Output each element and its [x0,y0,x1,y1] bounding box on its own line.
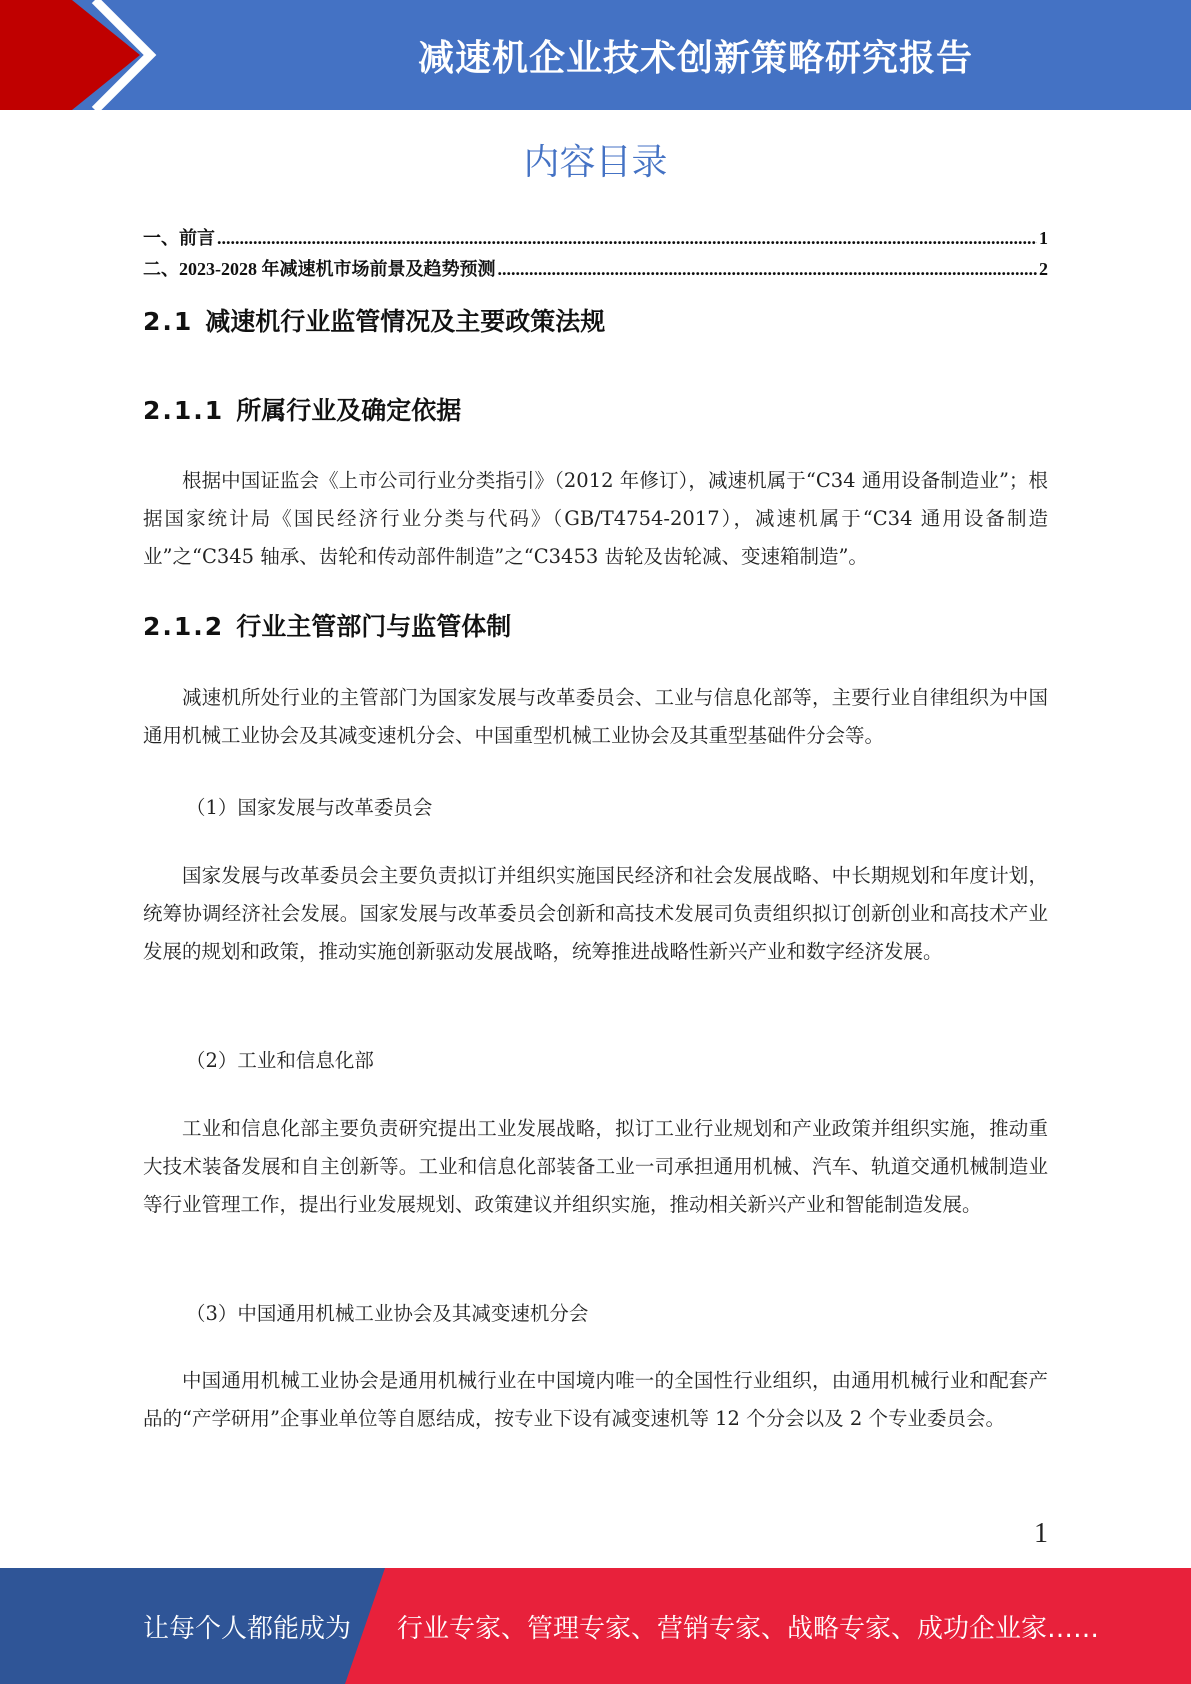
section-title: 所属行业及确定依据 [236,396,462,425]
section-title: 行业主管部门与监管体制 [236,612,512,641]
footer-slogan-lead: 让每个人都能成为 [143,1613,352,1644]
toc-entry-page: 1 [1039,228,1048,248]
section-heading-2-1-2 [143,607,511,643]
report-header [0,0,1191,110]
paragraph-cgmia: 中国通用机械工业协会是通用机械行业在中国境内唯一的全国性行业组织，由通用机械行业和配套产品的“产学研用”企事业单位等自愿结成，按专业下设有减变速机等 12 个分会以及 2 个专业委员会。 [143,1369,1048,1430]
section-heading-2-1-1 [143,391,461,427]
toc-entry-label: 二、2023-2028 年减速机市场前景及趋势预测 [143,259,496,279]
toc-entry-market-forecast[interactable] [143,255,1048,286]
paragraph-industry-classification: 根据中国证监会《上市公司行业分类指引》（2012 年修订），减速机属于“C34 通用设备制造业”；根据国家统计局《国民经济行业分类与代码》（GB/T4754-2017），减速机属于“C34 通用设备制造业”之“C345 轴承、齿轮和传动部件制造”之“C3453 齿轮及齿轮减、变速箱制造”。 [143,469,1048,568]
subheading-miit: （2）工业和信息化部 [186,1049,374,1072]
report-title: 减速机企业技术创新策略研究报告 [417,37,973,79]
report-footer [0,1568,1191,1684]
section-number: 2.1.2 [143,612,225,641]
toc-leader-dots [217,228,1037,249]
page-number: 1 [1034,1518,1048,1549]
subheading-cgmia: （3）中国通用机械工业协会及其减变速机分会 [186,1302,589,1325]
paragraph-ndrc: 国家发展与改革委员会主要负责拟订并组织实施国民经济和社会发展战略、中长期规划和年度计划，统筹协调经济社会发展。国家发展与改革委员会创新和高技术发展司负责组织拟订创新创业和高技术产业发展的规划和政策，推动实施创新驱动发展战略，统筹推进战略性新兴产业和数字经济发展。 [143,864,1048,963]
toc-heading: 内容目录 [523,142,668,183]
paragraph-regulators-intro: 减速机所处行业的主管部门为国家发展与改革委员会、工业与信息化部等，主要行业自律组织为中国通用机械工业协会及其减变速机分会、中国重型机械工业协会及其重型基础件分会等。 [143,686,1048,747]
toc-entry-page: 2 [1039,259,1048,279]
subheading-ndrc: （1）国家发展与改革委员会 [186,796,433,819]
footer-slogan-roles: 行业专家、管理专家、营销专家、战略专家、成功企业家…… [397,1613,1100,1644]
toc-leader-dots [498,259,1038,280]
section-number: 2.1 [143,307,194,336]
table-of-contents [143,224,1048,286]
section-number: 2.1.1 [143,396,225,425]
section-heading-2-1 [143,302,605,338]
section-title: 减速机行业监管情况及主要政策法规 [205,307,606,336]
toc-entry-preface[interactable] [143,224,1048,255]
paragraph-miit: 工业和信息化部主要负责研究提出工业发展战略，拟订工业行业规划和产业政策并组织实施，推动重大技术装备发展和自主创新等。工业和信息化部装备工业一司承担通用机械、汽车、轨道交通机械制造业等行业管理工作，提出行业发展规划、政策建议并组织实施，推动相关新兴产业和智能制造发展。 [143,1117,1048,1216]
toc-entry-label: 一、前言 [143,228,215,248]
